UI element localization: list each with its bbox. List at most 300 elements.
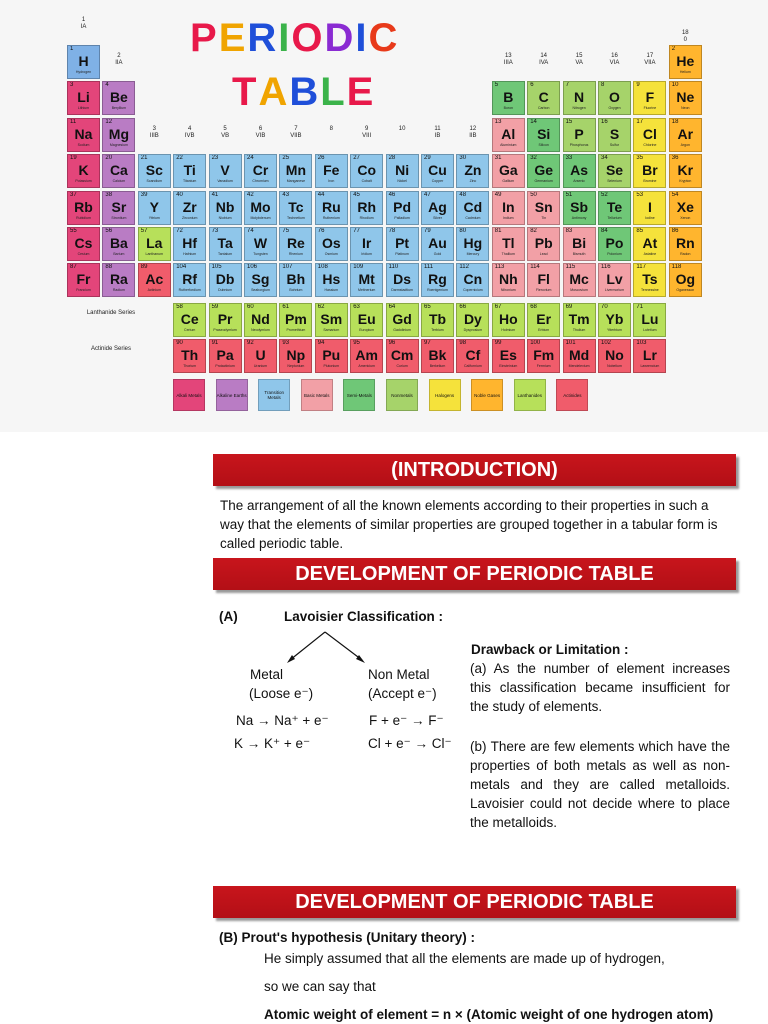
element-symbol: Pd [393, 198, 412, 215]
element-cell-ne [669, 81, 702, 115]
legend-item: Nonmetals [386, 379, 418, 411]
element-cell-p [563, 118, 596, 152]
periodic-title-letter: P [190, 16, 219, 60]
element-symbol: Sn [534, 198, 553, 215]
atomic-number: 105 [211, 264, 222, 271]
element-symbol: Ag [428, 198, 447, 215]
atomic-number: 9 [636, 82, 640, 89]
element-symbol: Sg [251, 271, 270, 288]
element-cell-ta [209, 227, 242, 261]
table-title-letter: L [320, 70, 347, 114]
element-cell-sr [102, 191, 135, 225]
element-cell-ts [633, 263, 666, 297]
atomic-number: 46 [388, 191, 396, 198]
element-cell-li [67, 81, 100, 115]
element-name: Radon [680, 252, 691, 256]
atomic-number: 83 [565, 228, 573, 234]
element-name: Flerovium [536, 288, 552, 293]
element-name: Strontium [111, 215, 127, 220]
lanthanide-series-label: Lanthanide Series [86, 310, 136, 316]
element-name: Tennessine [641, 288, 659, 293]
element-symbol: Y [149, 198, 159, 215]
atomic-number: 16 [601, 118, 608, 125]
element-symbol: Cl [642, 125, 657, 142]
element-cell-lv [598, 263, 631, 297]
table-title-letter: T [232, 70, 259, 114]
element-name: Promethium [286, 328, 306, 332]
atomic-weight-formula: Atomic weight of element = n × (Atomic weight of one hydrogen atom) [264, 1007, 714, 1022]
element-symbol: Tc [288, 198, 304, 215]
atomic-number: 7 [565, 82, 569, 89]
element-symbol: Xe [676, 198, 694, 215]
element-symbol: O [609, 89, 620, 106]
atomic-number: 30 [459, 155, 467, 162]
atomic-number: 104 [176, 264, 187, 271]
element-symbol: He [676, 53, 695, 69]
element-name: Lutetium [643, 328, 657, 332]
equation-na: Na → Na⁺ + e⁻ [236, 713, 329, 728]
atomic-number: 75 [282, 228, 290, 234]
atomic-number: 45 [353, 191, 360, 198]
element-name: Cerium [184, 328, 196, 332]
element-cell-lu [633, 303, 666, 337]
element-name: Barium [113, 252, 125, 256]
element-cell-cs [67, 227, 100, 261]
element-symbol: Ne [676, 89, 695, 106]
periodic-title-letter: I [278, 16, 292, 60]
element-name: Fluorine [643, 106, 657, 111]
element-symbol: Zn [464, 162, 482, 179]
development-banner-2 [213, 886, 736, 918]
element-name: Aluminium [500, 142, 517, 147]
element-cell-sg [244, 263, 277, 297]
element-symbol: Cr [252, 162, 269, 179]
element-symbol: Ru [321, 198, 341, 215]
atomic-number: 44 [317, 191, 325, 198]
element-symbol: Ga [498, 162, 518, 179]
element-name: Neptunium [287, 364, 305, 368]
element-symbol: Cd [463, 198, 483, 215]
element-name: Bismuth [572, 252, 586, 256]
element-cell-zn [456, 154, 489, 188]
element-cell-sb [563, 191, 596, 225]
element-cell-re [279, 227, 312, 261]
element-name: Gold [433, 252, 442, 256]
element-cell-u [244, 339, 277, 373]
element-symbol: Ac [145, 271, 164, 288]
element-symbol: Ho [498, 311, 518, 327]
element-name: Actinium [147, 288, 161, 293]
element-cell-na [67, 118, 100, 152]
periodic-title-letter: E [218, 16, 248, 60]
element-name: Scandium [146, 179, 163, 184]
element-cell-ar [669, 118, 702, 152]
element-name: Erbium [538, 328, 550, 332]
element-symbol: Lu [641, 311, 659, 327]
element-name: Palladium [394, 215, 410, 220]
legend-item: Actinides [556, 379, 588, 411]
prout-line-1: He simply assumed that all the elements are made up of hydrogen, [264, 951, 665, 966]
element-name: Americium [358, 364, 375, 368]
atomic-number: 63 [353, 304, 360, 310]
element-symbol: P [574, 125, 584, 142]
element-cell-cm [386, 339, 419, 373]
element-symbol: Rh [357, 198, 377, 215]
element-name: Carbon [537, 106, 550, 111]
element-symbol: Sc [145, 162, 163, 179]
atomic-number: 68 [530, 304, 537, 310]
group-label: 1 IA [80, 17, 87, 30]
element-symbol: S [609, 125, 620, 142]
element-cell-co [350, 154, 383, 188]
legend-item: Semi-Metals [343, 379, 375, 411]
atomic-number: 29 [424, 155, 431, 162]
element-symbol: Md [568, 347, 590, 363]
element-symbol: W [253, 235, 268, 251]
element-cell-rg [421, 263, 454, 297]
atomic-number: 56 [105, 228, 113, 234]
atomic-number: 10 [671, 82, 679, 89]
atomic-number: 43 [282, 191, 290, 198]
atomic-number: 60 [247, 304, 254, 310]
element-cell-ba [102, 227, 135, 261]
atomic-number: 73 [211, 228, 219, 234]
element-name: Hafnium [183, 252, 197, 256]
element-symbol: Nd [251, 311, 270, 327]
element-symbol: Pm [284, 311, 307, 327]
atomic-number: 21 [140, 155, 148, 162]
atomic-number: 31 [494, 155, 502, 162]
element-symbol: Nb [215, 198, 235, 215]
atomic-number: 117 [636, 264, 646, 271]
element-cell-ho [492, 303, 525, 337]
element-name: Cobalt [361, 179, 372, 184]
element-cell-at [633, 227, 666, 261]
atomic-number: 37 [70, 191, 77, 198]
drawback-title: Drawback or Limitation : [471, 642, 629, 657]
element-symbol: Sb [570, 198, 589, 215]
element-cell-s [598, 118, 631, 152]
element-name: Einsteinium [499, 364, 518, 368]
legend-item: Lanthanides [514, 379, 546, 411]
element-cell-as [563, 154, 596, 188]
element-name: Rhodium [359, 215, 374, 220]
atomic-number: 96 [388, 340, 396, 346]
intro-banner [213, 454, 736, 486]
atomic-number: 86 [671, 228, 679, 234]
equation-k: K → K⁺ + e⁻ [234, 736, 311, 751]
element-symbol: Ba [109, 235, 128, 251]
element-name: Astatine [643, 252, 657, 256]
element-cell-fm [527, 339, 560, 373]
periodic-title [190, 16, 399, 61]
atomic-number: 61 [282, 304, 290, 310]
group-label: 9 VIII [362, 126, 372, 139]
atomic-number: 67 [494, 304, 502, 310]
element-symbol: Dy [463, 311, 482, 327]
legend-item: Basic Metals [301, 379, 333, 411]
element-cell-rf [173, 263, 206, 297]
table-title [232, 70, 375, 115]
element-name: Neon [681, 106, 690, 111]
element-name: Lithium [77, 106, 90, 111]
element-name: Molybdenum [250, 215, 271, 220]
atomic-number: 72 [176, 228, 183, 234]
element-cell-bi [563, 227, 596, 261]
element-cell-ac [138, 263, 171, 297]
element-symbol: Tm [568, 311, 590, 327]
atomic-number: 53 [636, 191, 644, 198]
element-symbol: Pa [216, 347, 234, 363]
element-name: Lawrencium [640, 364, 660, 368]
group-label: 12 IIB [469, 126, 477, 139]
atomic-number: 64 [388, 304, 396, 310]
element-symbol: Sm [320, 311, 343, 327]
legend-item: Alkali Metals [173, 379, 205, 411]
element-cell-i [633, 191, 666, 225]
element-symbol: Na [74, 125, 93, 142]
element-symbol: K [78, 162, 89, 179]
element-cell-si [527, 118, 560, 152]
element-name: Thallium [501, 252, 515, 256]
atomic-number: 71 [636, 304, 644, 310]
element-symbol: As [570, 162, 589, 179]
periodic-title-letter: R [247, 16, 279, 60]
atomic-number: 99 [494, 340, 502, 346]
actinide-series-label: Actinide Series [90, 346, 132, 352]
element-symbol: Sr [111, 198, 127, 215]
element-cell-in [492, 191, 525, 225]
element-symbol: La [146, 235, 163, 251]
element-name: Cesium [77, 252, 90, 256]
element-symbol: Ni [395, 162, 410, 179]
element-cell-dy [456, 303, 489, 337]
element-name: Gadolinium [393, 328, 411, 332]
atomic-number: 78 [388, 228, 396, 234]
element-symbol: I [647, 198, 652, 215]
atomic-number: 22 [176, 155, 183, 162]
element-cell-nd [244, 303, 277, 337]
element-cell-la [138, 227, 171, 261]
atomic-number: 98 [459, 340, 467, 346]
equation-cl: Cl + e⁻ → Cl⁻ [368, 736, 452, 751]
element-name: Copper [431, 179, 444, 184]
element-cell-bh [279, 263, 312, 297]
periodic-table-figure [0, 0, 768, 432]
element-symbol: Rb [74, 198, 93, 215]
element-name: Manganese [286, 179, 306, 184]
element-symbol: Lr [642, 347, 657, 363]
element-name: Radium [112, 288, 125, 293]
element-symbol: Fe [323, 162, 340, 179]
atomic-number: 55 [70, 228, 77, 234]
element-name: Tellurium [607, 215, 622, 220]
development-banner-1 [213, 558, 736, 590]
atomic-number: 101 [565, 340, 576, 346]
element-name: Terbium [431, 328, 444, 332]
prout-line-2: so we can say that [264, 979, 376, 994]
element-name: Iodine [645, 215, 655, 220]
periodic-title-letter: I [355, 16, 369, 60]
element-name: Arsenic [573, 179, 585, 184]
element-symbol: Po [605, 235, 624, 251]
element-name: Technetium [286, 215, 305, 220]
element-cell-mo [244, 191, 277, 225]
element-name: Indium [503, 215, 514, 220]
element-name: Chromium [252, 179, 269, 184]
element-name: Titanium [183, 179, 197, 184]
periodic-title-letter: O [291, 16, 325, 60]
element-symbol: Mc [569, 271, 589, 288]
element-cell-sm [315, 303, 348, 337]
element-name: Californium [464, 364, 482, 368]
section-a-label: (A) [219, 609, 238, 624]
atomic-number: 1 [70, 46, 74, 52]
element-name: Nihonium [500, 288, 516, 293]
element-symbol: Cf [465, 347, 481, 363]
atomic-number: 50 [530, 191, 537, 198]
atomic-number: 74 [247, 228, 254, 234]
atomic-number: 112 [459, 264, 469, 271]
element-cell-al [492, 118, 525, 152]
element-name: Iron [328, 179, 335, 184]
group-label: 17 VIIA [644, 53, 656, 66]
element-cell-nb [209, 191, 242, 225]
element-symbol: Mt [358, 271, 375, 288]
atomic-number: 92 [247, 340, 254, 346]
element-symbol: Og [675, 271, 696, 288]
element-symbol: Mn [285, 162, 306, 179]
atomic-number: 33 [565, 155, 573, 162]
element-symbol: Pt [395, 235, 410, 251]
element-symbol: Cn [463, 271, 483, 288]
element-name: Rutherfordium [178, 288, 201, 293]
element-name: Fermium [536, 364, 551, 368]
element-cell-w [244, 227, 277, 261]
element-symbol: Mo [250, 198, 271, 215]
atomic-number: 88 [105, 264, 113, 271]
atomic-number: 81 [494, 228, 502, 234]
element-cell-pt [386, 227, 419, 261]
element-cell-ru [315, 191, 348, 225]
element-cell-hg [456, 227, 489, 261]
element-name: Yttrium [148, 215, 160, 220]
atomic-number: 3 [70, 82, 74, 89]
element-name: Seaborgium [251, 288, 270, 293]
element-symbol: Ge [534, 162, 554, 179]
element-cell-be [102, 81, 135, 115]
atomic-number: 57 [140, 228, 148, 234]
element-symbol: Ti [183, 162, 196, 179]
element-symbol: At [642, 235, 658, 251]
atomic-number: 69 [565, 304, 573, 310]
element-name: Antimony [571, 215, 587, 220]
element-symbol: Au [428, 235, 447, 251]
element-name: Thulium [572, 328, 586, 332]
prout-title: (B) Prout's hypothesis (Unitary theory) : [219, 930, 475, 945]
element-symbol: Te [606, 198, 623, 215]
nonmetal-sublabel: (Accept e⁻) [368, 686, 437, 701]
element-name: Helium [679, 70, 691, 74]
element-symbol: Fr [76, 271, 91, 288]
atomic-number: 49 [494, 191, 502, 198]
element-cell-pa [209, 339, 242, 373]
group-label: 16 VIA [609, 53, 620, 66]
atomic-number: 18 [671, 118, 679, 125]
element-symbol: Al [501, 125, 516, 142]
element-name: Rhenium [288, 252, 303, 256]
element-symbol: F [645, 89, 655, 106]
element-name: Nickel [397, 179, 407, 184]
element-symbol: Hg [463, 235, 483, 251]
element-cell-os [315, 227, 348, 261]
element-symbol: Yb [605, 311, 624, 327]
element-name: Neodymium [251, 328, 270, 332]
atomic-number: 89 [140, 264, 148, 271]
nonmetal-label: Non Metal [368, 667, 430, 682]
element-symbol: Ar [677, 125, 694, 142]
element-symbol: Rg [428, 271, 447, 288]
atomic-number: 58 [176, 304, 183, 310]
atomic-number: 26 [317, 155, 325, 162]
element-name: Phosphorus [569, 142, 589, 147]
atomic-number: 93 [282, 340, 290, 346]
element-cell-ti [173, 154, 206, 188]
element-symbol: Eu [357, 311, 376, 327]
element-cell-pd [386, 191, 419, 225]
element-name: Tungsten [253, 252, 268, 256]
lavoisier-title: Lavoisier Classification : [284, 609, 444, 624]
element-symbol: Es [499, 347, 517, 363]
element-symbol: Mg [108, 125, 129, 142]
table-title-letter: A [258, 70, 290, 114]
atomic-number: 76 [317, 228, 325, 234]
element-name: Germanium [534, 179, 553, 184]
element-name: Sulfur [609, 142, 620, 147]
atomic-number: 106 [247, 264, 258, 271]
element-symbol: Li [77, 89, 90, 106]
atomic-number: 19 [70, 155, 77, 162]
development-heading-1: DEVELOPMENT OF PERIODIC TABLE [295, 562, 654, 585]
atomic-number: 38 [105, 191, 113, 198]
element-cell-he [669, 45, 702, 79]
element-name: Osmium [324, 252, 338, 256]
element-name: Platinum [395, 252, 409, 256]
element-cell-zr [173, 191, 206, 225]
element-cell-rn [669, 227, 702, 261]
element-symbol: U [255, 347, 266, 363]
element-symbol: Rf [182, 271, 198, 288]
element-cell-sc [138, 154, 171, 188]
atomic-number: 109 [353, 264, 364, 271]
atomic-number: 116 [601, 264, 611, 271]
element-symbol: Kr [677, 162, 694, 179]
element-symbol: Rn [675, 235, 695, 251]
element-cell-ge [527, 154, 560, 188]
element-cell-k [67, 154, 100, 188]
element-symbol: Ra [109, 271, 128, 288]
element-symbol: Fl [537, 271, 550, 288]
element-symbol: Co [357, 162, 377, 179]
element-name: Vanadium [217, 179, 233, 184]
element-cell-cf [456, 339, 489, 373]
atomic-number: 108 [317, 264, 328, 271]
group-label: 6 VIB [255, 126, 266, 139]
element-name: Krypton [679, 179, 692, 184]
element-name: Calcium [112, 179, 126, 184]
element-name: Zirconium [182, 215, 198, 220]
development-heading-2: DEVELOPMENT OF PERIODIC TABLE [295, 890, 654, 913]
